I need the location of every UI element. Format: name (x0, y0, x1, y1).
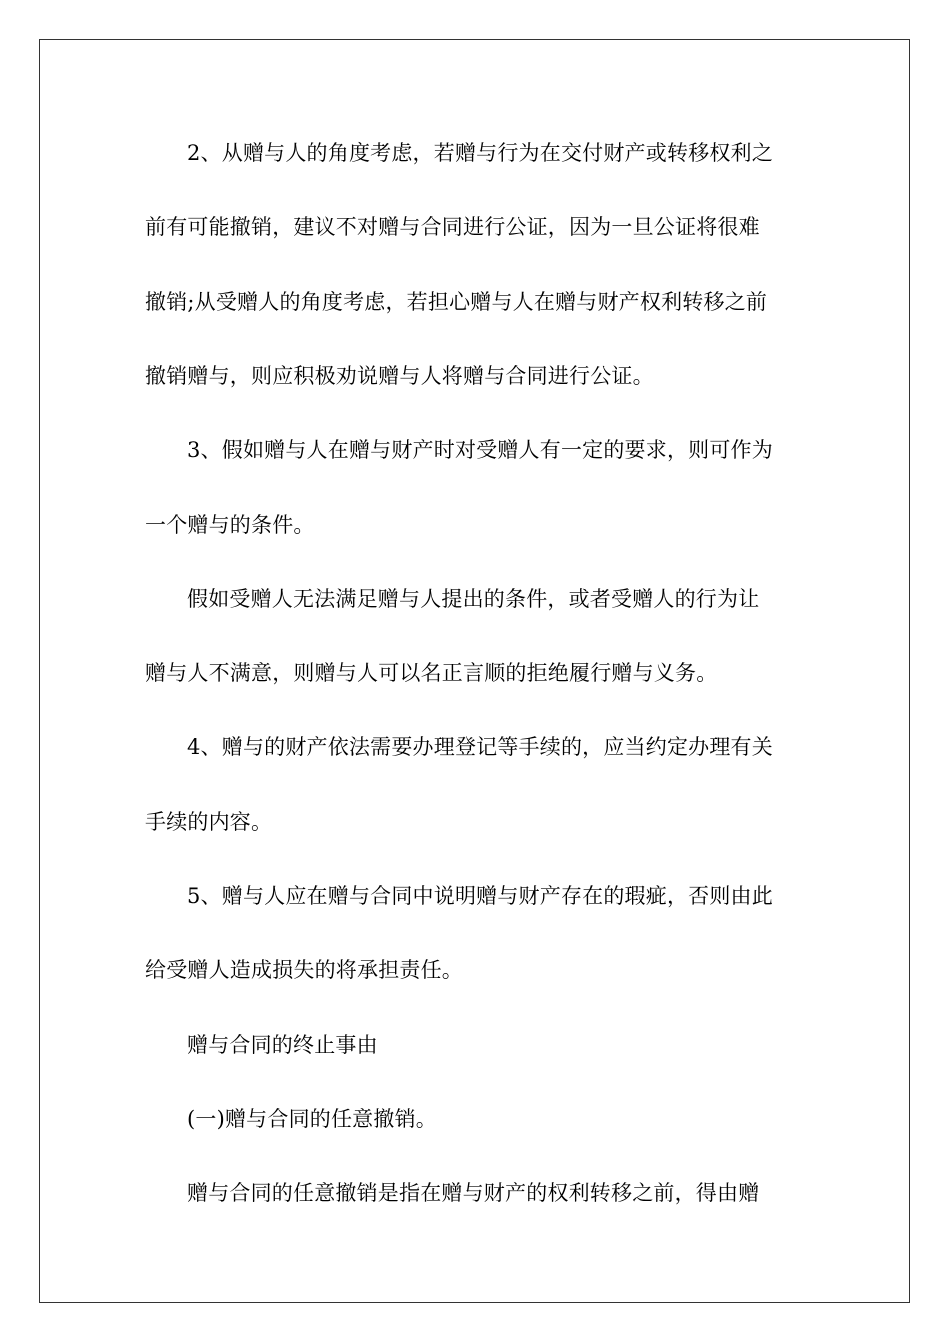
paragraph-condition-line-1: 假如受赠人无法满足赠与人提出的条件，或者受赠人的行为让 (187, 587, 760, 611)
paragraph-condition-line-2: 赠与人不满意，则赠与人可以名正言顺的拒绝履行赠与义务。 (145, 661, 718, 685)
paragraph-3-line-2: 一个赠与的条件。 (145, 513, 315, 537)
paragraph-2-line-1: 2、从赠与人的角度考虑，若赠与行为在交付财产或转移权利之 (187, 141, 773, 165)
subsection-heading: (一)赠与合同的任意撤销。 (187, 1107, 437, 1131)
paragraph-5-line-2: 给受赠人造成损失的将承担责任。 (145, 958, 463, 982)
paragraph-4-line-2: 手续的内容。 (145, 810, 273, 834)
paragraph-revocation-line-1: 赠与合同的任意撤销是指在赠与财产的权利转移之前，得由赠 (187, 1181, 760, 1205)
paragraph-2-line-4: 撤销赠与，则应积极劝说赠与人将赠与合同进行公证。 (145, 364, 654, 388)
paragraph-4-line-1: 4、赠与的财产依法需要办理登记等手续的，应当约定办理有关 (187, 735, 773, 759)
paragraph-3-line-1: 3、假如赠与人在赠与财产时对受赠人有一定的要求，则可作为 (187, 438, 773, 462)
section-heading: 赠与合同的终止事由 (187, 1033, 378, 1057)
paragraph-2-line-3: 撤销;从受赠人的角度考虑，若担心赠与人在赠与财产权利转移之前 (145, 290, 768, 314)
paragraph-2-line-2: 前有可能撤销，建议不对赠与合同进行公证，因为一旦公证将很难 (145, 215, 760, 239)
paragraph-5-line-1: 5、赠与人应在赠与合同中说明赠与财产存在的瑕疵，否则由此 (187, 884, 773, 908)
